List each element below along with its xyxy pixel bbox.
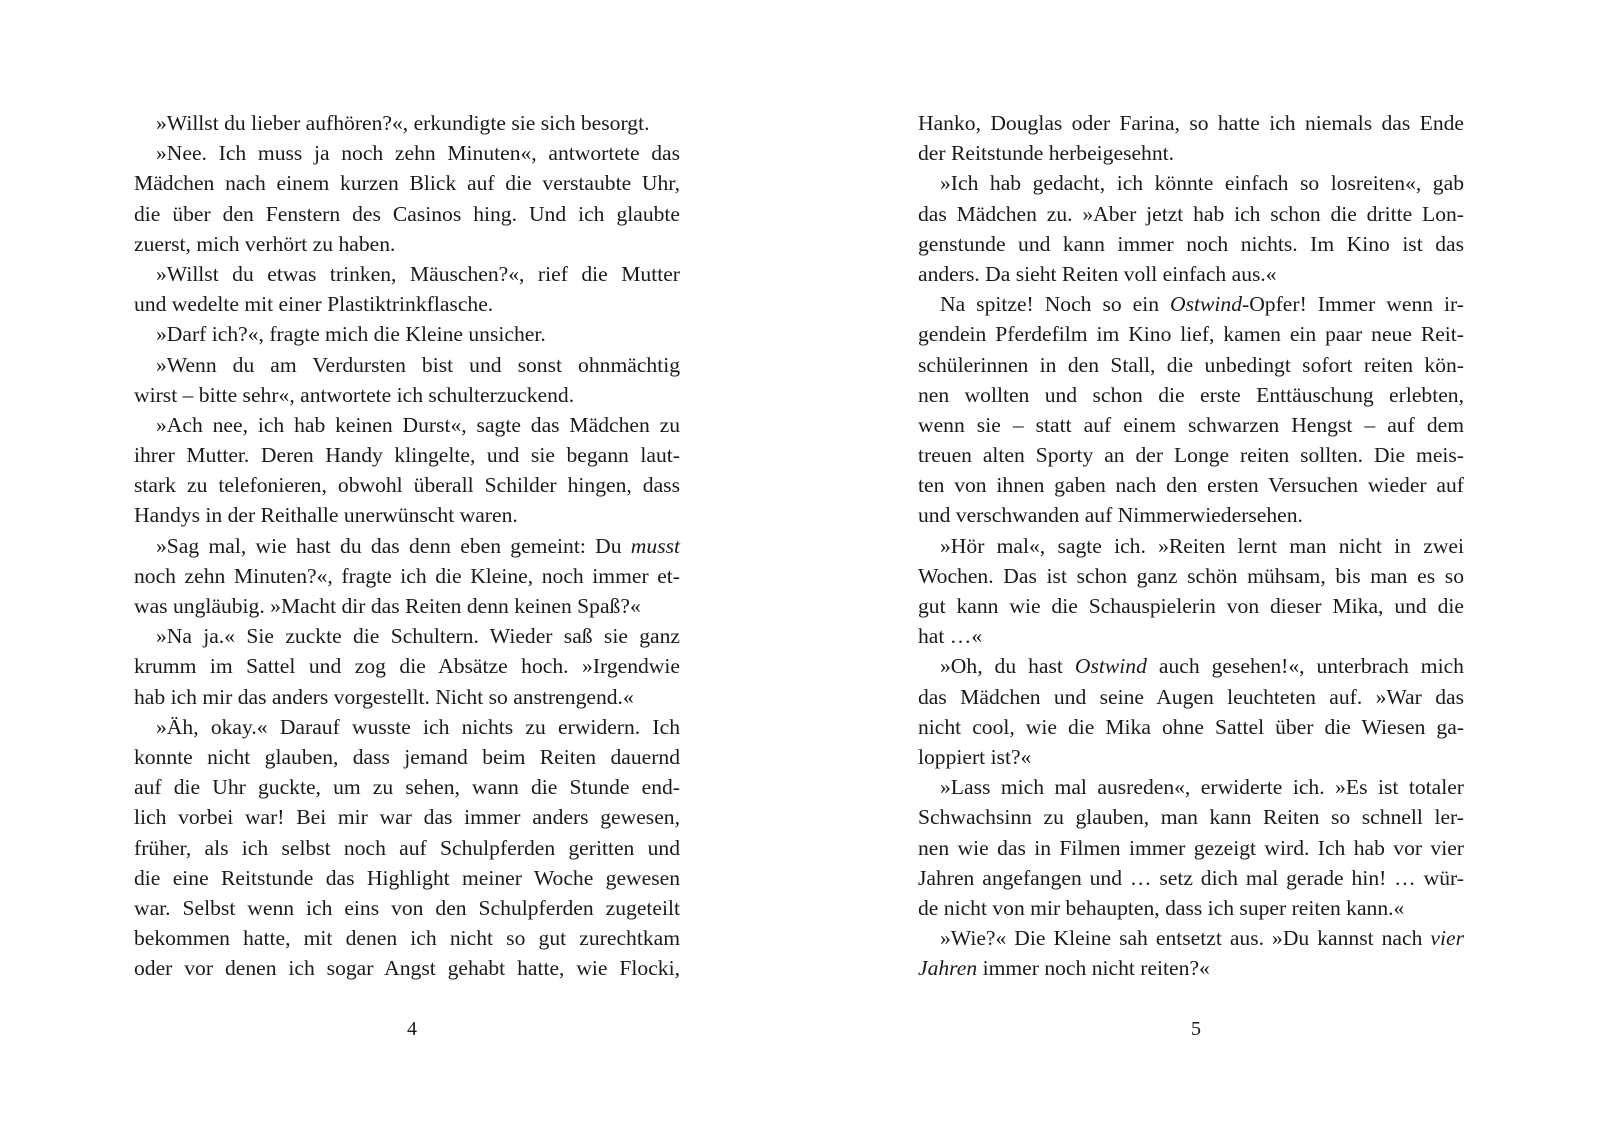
text-segment: Mädchen nach einem kurzen Blick auf die verstaubte Uhr, [134, 171, 680, 196]
text-line [134, 229, 680, 259]
text-line [918, 138, 1464, 168]
text-segment: bekommen hatte, mit denen ich nicht so gut zurechtkam [134, 926, 680, 951]
text-line [918, 893, 1464, 923]
text-segment: nen wollten und schon die erste Enttäuschung erlebten, [918, 382, 1464, 407]
text-line [918, 651, 1464, 681]
text-segment: hat …« [918, 624, 983, 649]
text-line [918, 350, 1464, 380]
text-segment: nen wie das in Filmen immer gezeigt wird. Ich hab vor vier [918, 835, 1464, 860]
text-segment: das Mädchen zu. »Aber jetzt hab ich schon die dritte Lon- [918, 201, 1464, 226]
text-segment: »Willst du etwas trinken, Mäuschen?«, rief die Mutter [156, 261, 680, 286]
text-line [918, 802, 1464, 832]
text-line [134, 440, 680, 470]
text-line [134, 742, 680, 772]
text-line [918, 712, 1464, 742]
text-segment: »Ich hab gedacht, ich könnte einfach so losreiten«, gab [940, 171, 1464, 196]
text-segment: »Nee. Ich muss ja noch zehn Minuten«, antwortete das [156, 141, 680, 166]
text-segment: »Darf ich?«, fragte mich die Kleine unsicher. [156, 322, 546, 347]
text-segment: hab ich mir das anders vorgestellt. Nicht so anstrengend.« [134, 684, 634, 709]
text-segment: auf die Uhr guckte, um zu sehen, wann die Stunde end- [134, 775, 680, 800]
text-line [134, 168, 680, 198]
text-segment: das Mädchen und seine Augen leuchteten auf. »War das [918, 684, 1464, 709]
text-segment: Jahren angefangen und … setz dich mal gerade hin! … wür- [918, 865, 1464, 890]
text-segment: de nicht von mir behaupten, dass ich super reiten kann.« [918, 895, 1405, 920]
text-line [918, 561, 1464, 591]
text-segment: »Äh, okay.« Darauf wusste ich nichts zu erwidern. Ich [156, 714, 680, 739]
text-line [134, 561, 680, 591]
text-line [134, 350, 680, 380]
text-line [134, 319, 680, 349]
text-line [918, 229, 1464, 259]
text-line [134, 199, 680, 229]
text-segment: der Reitstunde herbeigesehnt. [918, 141, 1175, 166]
text-segment: anders. Da sieht Reiten voll einfach aus.« [918, 261, 1277, 286]
text-line [918, 470, 1464, 500]
left-page-number: 4 [407, 1018, 417, 1040]
text-line [134, 500, 680, 530]
right-page-number: 5 [1191, 1018, 1201, 1040]
text-segment: und wedelte mit einer Plastiktrinkflasche. [134, 292, 494, 317]
text-line [918, 682, 1464, 712]
text-segment: die über den Fenstern des Casinos hing. Und ich glaubte [134, 201, 680, 226]
text-line [134, 802, 680, 832]
italic-text: Ostwind [1170, 292, 1243, 317]
text-line [134, 953, 680, 983]
text-segment: -Opfer! Immer wenn ir- [1242, 292, 1464, 317]
text-line [918, 863, 1464, 893]
text-segment: ihrer Mutter. Deren Handy klingelte, und sie begann laut- [134, 443, 680, 468]
text-line [134, 682, 680, 712]
text-segment: und verschwanden auf Nimmerwiedersehen. [918, 503, 1303, 528]
text-segment: konnte nicht glauben, dass jemand beim Reiten dauernd [134, 744, 680, 769]
text-segment: stark zu telefonieren, obwohl überall Schilder hingen, dass [134, 473, 680, 498]
text-segment: Hanko, Douglas oder Farina, so hatte ich niemals das Ende [918, 111, 1464, 135]
text-segment: »Wie?« Die Kleine sah entsetzt aus. »Du kannst nach [940, 926, 1431, 951]
text-segment: war. Selbst wenn ich eins von den Schulpferden zugeteilt [134, 895, 680, 920]
text-line [918, 440, 1464, 470]
text-line [134, 591, 680, 621]
text-line [134, 893, 680, 923]
text-line [134, 380, 680, 410]
text-segment: immer noch nicht reiten?« [977, 956, 1210, 981]
text-line [918, 953, 1464, 983]
text-line [918, 621, 1464, 651]
text-segment: Handys in der Reithalle unerwünscht waren. [134, 503, 518, 528]
text-line [918, 531, 1464, 561]
text-segment: lich vorbei war! Bei mir war das immer anders gewesen, [134, 805, 680, 830]
text-segment: Na spitze! Noch so ein [940, 292, 1171, 317]
text-line [918, 923, 1464, 953]
text-line [918, 410, 1464, 440]
text-line [134, 712, 680, 742]
text-segment: wenn sie – statt auf einem schwarzen Hengst – auf dem [918, 412, 1464, 437]
text-segment: »Hör mal«, sagte ich. »Reiten lernt man nicht in zwei [940, 533, 1464, 558]
text-segment: wirst – bitte sehr«, antwortete ich schulterzuckend. [134, 382, 575, 407]
text-segment: zuerst, mich verhört zu haben. [134, 231, 396, 256]
text-line [918, 742, 1464, 772]
text-line [134, 289, 680, 319]
text-line [134, 410, 680, 440]
text-segment: »Lass mich mal ausreden«, erwiderte ich. »Es ist totaler [940, 775, 1464, 800]
text-line [134, 863, 680, 893]
text-segment: krumm im Sattel und zog die Absätze hoch. »Irgendwie [134, 654, 680, 679]
text-segment: »Oh, du hast [940, 654, 1075, 679]
text-line [918, 591, 1464, 621]
text-segment: Schwachsinn zu glauben, man kann Reiten so schnell ler- [918, 805, 1464, 830]
text-line [134, 923, 680, 953]
text-segment: ten von ihnen gaben nach den ersten Versuchen wieder auf [918, 473, 1464, 498]
text-segment: noch zehn Minuten?«, fragte ich die Kleine, noch immer et- [134, 563, 680, 588]
text-line [918, 833, 1464, 863]
text-segment: »Ach nee, ich hab keinen Durst«, sagte das Mädchen zu [156, 412, 680, 437]
text-line [134, 531, 680, 561]
italic-text: musst [630, 533, 680, 558]
text-segment: »Sag mal, wie hast du das denn eben gemeint: Du [156, 533, 631, 558]
text-segment: treuen alten Sporty an der Longe reiten sollten. Die meis- [918, 443, 1464, 468]
italic-text: vier [1430, 926, 1464, 951]
text-line [134, 470, 680, 500]
text-line [918, 108, 1464, 138]
text-line [134, 772, 680, 802]
right-page-text [918, 108, 1464, 983]
text-segment: nicht cool, wie die Mika ohne Sattel über die Wiesen ga- [918, 714, 1464, 739]
text-segment: gendein Pferdefilm im Kino lief, kamen ein paar neue Reit- [918, 322, 1464, 347]
text-segment: »Na ja.« Sie zuckte die Schultern. Wieder saß sie ganz [156, 624, 680, 649]
text-line [134, 833, 680, 863]
text-line [918, 199, 1464, 229]
text-line [134, 621, 680, 651]
text-segment: genstunde und kann immer noch nichts. Im Kino ist das [918, 231, 1464, 256]
text-line [134, 108, 680, 138]
text-line [918, 168, 1464, 198]
text-segment: die eine Reitstunde das Highlight meiner Woche gewesen [134, 865, 680, 890]
text-segment: »Willst du lieber aufhören?«, erkundigte sie sich besorgt. [156, 111, 650, 135]
text-line [918, 380, 1464, 410]
text-line [918, 259, 1464, 289]
italic-text: Ostwind [1074, 654, 1147, 679]
text-segment: »Wenn du am Verdursten bist und sonst ohnmächtig [156, 352, 680, 377]
text-segment: Wochen. Das ist schon ganz schön mühsam, bis man es so [918, 563, 1464, 588]
text-line [918, 289, 1464, 319]
text-line [918, 319, 1464, 349]
text-segment: früher, als ich selbst noch auf Schulpferden geritten und [134, 835, 680, 860]
text-segment: oder vor denen ich sogar Angst gehabt hatte, wie Flocki, [134, 956, 680, 981]
text-segment: loppiert ist?« [918, 744, 1032, 769]
text-line [134, 259, 680, 289]
text-segment: was ungläubig. »Macht dir das Reiten denn keinen Spaß?« [134, 594, 641, 618]
text-segment: gut kann wie die Schauspielerin von dieser Mika, und die [918, 594, 1464, 618]
text-line [134, 138, 680, 168]
text-segment: schülerinnen in den Stall, die unbedingt sofort reiten kön- [918, 352, 1464, 377]
italic-text: Jahren [918, 956, 978, 981]
text-segment: auch gesehen!«, unterbrach mich [1146, 654, 1464, 679]
left-page-text [134, 108, 680, 983]
text-line [134, 651, 680, 681]
text-line [918, 772, 1464, 802]
text-line [918, 500, 1464, 530]
